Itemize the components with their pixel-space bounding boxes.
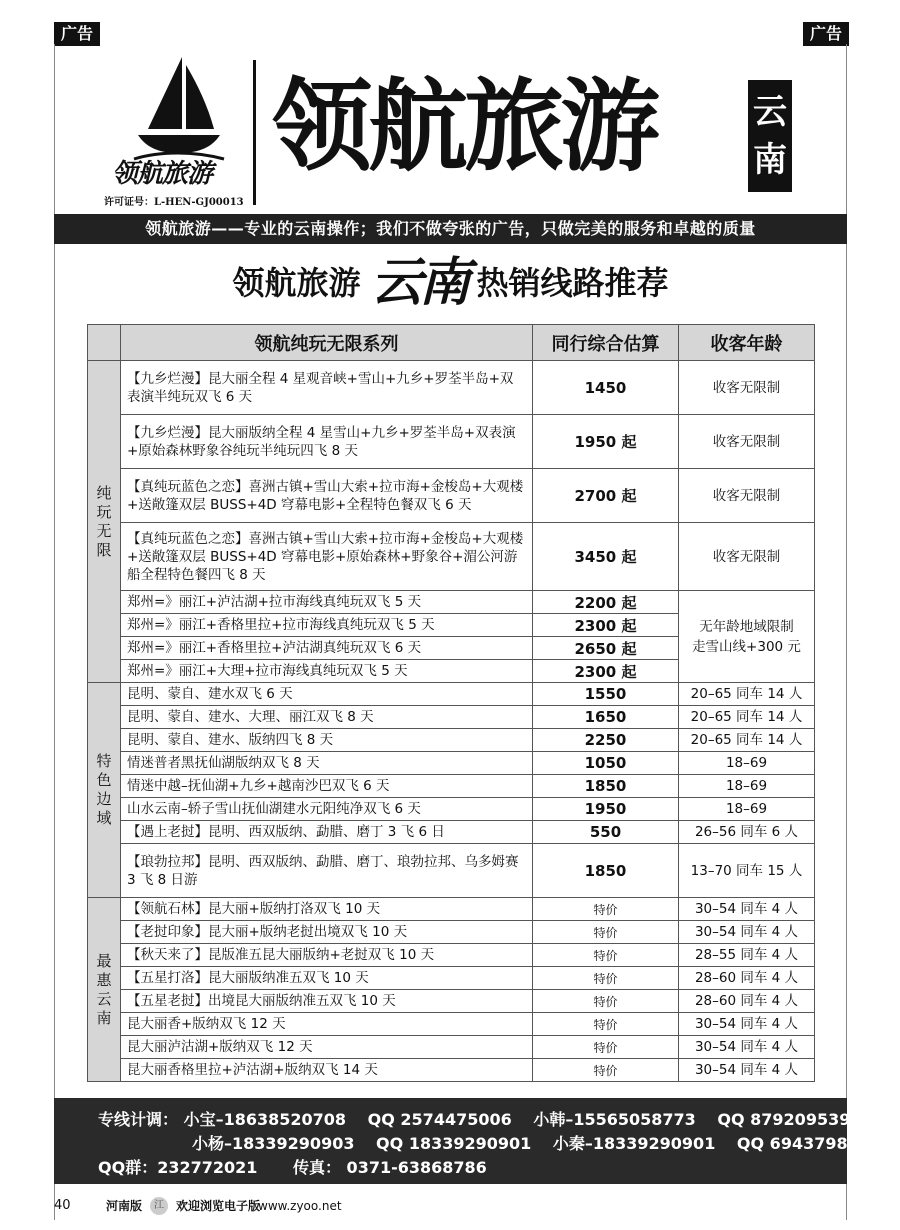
route-name: 昆大丽泸沽湖+版纳双飞 12 天 xyxy=(121,1036,533,1059)
table-row xyxy=(88,775,815,798)
headline-right: 热销线路推荐 xyxy=(476,264,669,302)
route-price: 特价 xyxy=(533,944,679,967)
contact-xiaobao: 小宝–18638520708 xyxy=(183,1110,347,1129)
logo-divider xyxy=(253,60,256,205)
route-price: 特价 xyxy=(533,1013,679,1036)
route-name: 【真纯玩蓝色之恋】喜洲古镇+雪山大索+拉市海+金梭岛+大观楼+送敞篷双层 BUSS+4D 穹幕电影+全程特色餐双飞 6 天 xyxy=(121,469,533,523)
table-row xyxy=(88,361,815,415)
route-name: 【琅勃拉邦】昆明、西双版纳、勐腊、磨丁、琅勃拉邦、乌多姆赛 3 飞 8 日游 xyxy=(121,844,533,898)
route-price: 特价 xyxy=(533,921,679,944)
table-row xyxy=(88,944,815,967)
route-price: 2300 起 xyxy=(533,660,679,683)
route-price: 特价 xyxy=(533,898,679,921)
route-name: 昆大丽香格里拉+泸沽湖+版纳双飞 14 天 xyxy=(121,1059,533,1082)
table-row xyxy=(88,415,815,469)
route-price: 2300 起 xyxy=(533,614,679,637)
page-number: 40 xyxy=(54,1198,71,1213)
route-name: 【五星老挝】出境昆大丽版纳准五双飞 10 天 xyxy=(121,990,533,1013)
route-price: 2250 xyxy=(533,729,679,752)
masthead-title: 领航旅游 xyxy=(272,68,656,185)
route-name: 郑州=》丽江+香格里拉+泸沽湖真纯玩双飞 6 天 xyxy=(121,637,533,660)
route-age: 20–65 同车 14 人 xyxy=(679,729,815,752)
sailboat-icon xyxy=(130,55,226,163)
route-age: 收客无限制 xyxy=(679,523,815,591)
website-link[interactable]: www.zyoo.net xyxy=(258,1199,342,1213)
table-row xyxy=(88,706,815,729)
route-name: 郑州=》丽江+香格里拉+拉市海线真纯玩双飞 5 天 xyxy=(121,614,533,637)
merged-age-line-1: 无年龄地域限制 xyxy=(699,618,794,635)
route-age: 18–69 xyxy=(679,752,815,775)
route-price: 1950 起 xyxy=(533,415,679,469)
route-age: 收客无限制 xyxy=(679,361,815,415)
hotline-label: 专线计调： xyxy=(98,1110,179,1129)
footer xyxy=(54,1192,847,1220)
table-row xyxy=(88,591,815,614)
qq-xiaoqin: QQ 694379824 xyxy=(736,1134,870,1153)
headline-brush: 云南 xyxy=(370,252,467,313)
route-price: 1850 xyxy=(533,775,679,798)
route-age: 30–54 同车 4 人 xyxy=(679,898,815,921)
route-name: 情迷中越–抚仙湖+九乡+越南沙巴双飞 6 天 xyxy=(121,775,533,798)
table-row xyxy=(88,1013,815,1036)
hotline-bar xyxy=(54,1098,870,1184)
route-age: 28–55 同车 4 人 xyxy=(679,944,815,967)
route-price: 1450 xyxy=(533,361,679,415)
route-price: 3450 起 xyxy=(533,523,679,591)
route-price: 特价 xyxy=(533,967,679,990)
route-age-merged xyxy=(679,591,815,683)
route-age: 30–54 同车 4 人 xyxy=(679,1036,815,1059)
route-age: 28–60 同车 4 人 xyxy=(679,967,815,990)
route-name: 郑州=》丽江+大理+拉市海线真纯玩双飞 5 天 xyxy=(121,660,533,683)
route-name: 【老挝印象】昆大丽+版纳老挝出境双飞 10 天 xyxy=(121,921,533,944)
route-name: 昆大丽香+版纳双飞 12 天 xyxy=(121,1013,533,1036)
qq-group: QQ群：232772021 xyxy=(98,1158,258,1177)
table-row xyxy=(88,523,815,591)
route-age: 30–54 同车 4 人 xyxy=(679,1013,815,1036)
route-name: 山水云南–轿子雪山抚仙湖建水元阳纯净双飞 6 天 xyxy=(121,798,533,821)
route-name: 郑州=》丽江+泸沽湖+拉市海线真纯玩双飞 5 天 xyxy=(121,591,533,614)
table-row xyxy=(88,990,815,1013)
contact-xiaoqin: 小秦–18339290901 xyxy=(552,1134,716,1153)
route-age: 30–54 同车 4 人 xyxy=(679,1059,815,1082)
route-age: 收客无限制 xyxy=(679,469,815,523)
route-name: 【领航石林】昆大丽+版纳打洛双飞 10 天 xyxy=(121,898,533,921)
logo-name: 领航旅游 xyxy=(112,159,213,189)
route-price: 2200 起 xyxy=(533,591,679,614)
route-age: 30–54 同车 4 人 xyxy=(679,921,815,944)
route-name: 【九乡烂漫】昆大丽版纳全程 4 星雪山+九乡+罗荃半岛+双表演+原始森林野象谷纯玩半纯玩四飞 8 天 xyxy=(121,415,533,469)
category-label: 特 色 边 域 xyxy=(88,683,121,898)
ad-label-left: 广告 xyxy=(54,22,100,46)
route-price: 2700 起 xyxy=(533,469,679,523)
table-row xyxy=(88,1059,815,1082)
table-row xyxy=(88,752,815,775)
qq-xiaohan: QQ 879209539 xyxy=(717,1110,851,1129)
route-age: 18–69 xyxy=(679,775,815,798)
route-name: 【真纯玩蓝色之恋】喜洲古镇+雪山大索+拉市海+金梭岛+大观楼+送敞篷双层 BUSS+4D 穹幕电影+原始森林+野象谷+湄公河游船全程特色餐四飞 8 天 xyxy=(121,523,533,591)
region-badge xyxy=(748,80,792,192)
hotline-row-2 xyxy=(98,1132,870,1156)
contact-xiaohan: 小韩–15565058773 xyxy=(533,1110,696,1129)
logo xyxy=(100,55,250,215)
merged-age-line-2: 走雪山线+300 元 xyxy=(692,638,801,655)
route-name: 【秋天来了】昆版准五昆大丽版纳+老挝双飞 10 天 xyxy=(121,944,533,967)
hotline-row-3 xyxy=(98,1156,847,1180)
route-price: 1950 xyxy=(533,798,679,821)
contact-xiaoyang: 小杨–18339290903 xyxy=(192,1134,355,1153)
route-age: 28–60 同车 4 人 xyxy=(679,990,815,1013)
route-name: 【九乡烂漫】昆大丽全程 4 星观音峡+雪山+九乡+罗荃半岛+双表演半纯玩双飞 6 天 xyxy=(121,361,533,415)
table-row xyxy=(88,729,815,752)
route-name: 情迷普者黑抚仙湖版纳双飞 8 天 xyxy=(121,752,533,775)
route-name: 昆明、蒙自、建水双飞 6 天 xyxy=(121,683,533,706)
table-row xyxy=(88,821,815,844)
route-price: 特价 xyxy=(533,1036,679,1059)
route-name: 【五星打洛】昆大丽版纳准五双飞 10 天 xyxy=(121,967,533,990)
table-row xyxy=(88,469,815,523)
region-char-2: 南 xyxy=(753,140,787,180)
route-price: 特价 xyxy=(533,990,679,1013)
edition-label: 河南版 xyxy=(106,1199,143,1213)
route-price: 1650 xyxy=(533,706,679,729)
header-age: 收客年龄 xyxy=(679,325,815,361)
route-price: 1850 xyxy=(533,844,679,898)
category-label: 最 惠 云 南 xyxy=(88,898,121,1082)
table-row xyxy=(88,1036,815,1059)
fax: 传真： 0371-63868786 xyxy=(292,1158,487,1177)
route-price: 2650 起 xyxy=(533,637,679,660)
table-row xyxy=(88,844,815,898)
license-number: 许可证号：L-HEN-GJ00013 xyxy=(104,197,244,208)
headline xyxy=(54,252,847,314)
route-price: 特价 xyxy=(533,1059,679,1082)
hotline-row-1 xyxy=(98,1108,851,1132)
route-age: 26–56 同车 6 人 xyxy=(679,821,815,844)
slogan-bar: 领航旅游——专业的云南操作；我们不做夸张的广告，只做完美的服务和卓越的质量 xyxy=(54,214,847,244)
route-age: 13–70 同车 15 人 xyxy=(679,844,815,898)
header-corner xyxy=(88,325,121,361)
welcome-text: 欢迎浏览电子版 xyxy=(176,1199,261,1213)
qq-xiaoyang: QQ 18339290901 xyxy=(376,1134,532,1153)
region-char-1: 云 xyxy=(753,92,787,132)
category-label: 纯 玩 无 限 xyxy=(88,361,121,683)
route-price: 550 xyxy=(533,821,679,844)
route-age: 20–65 同车 14 人 xyxy=(679,683,815,706)
route-age: 18–69 xyxy=(679,798,815,821)
header-route: 领航纯玩无限系列 xyxy=(121,325,533,361)
qq-xiaobao: QQ 2574475006 xyxy=(367,1110,512,1129)
table-row xyxy=(88,898,815,921)
ad-label-right: 广告 xyxy=(803,22,849,46)
header-price: 同行综合估算 xyxy=(533,325,679,361)
table-row xyxy=(88,921,815,944)
route-name: 昆明、蒙自、建水、大理、丽江双飞 8 天 xyxy=(121,706,533,729)
headline-left: 领航旅游 xyxy=(232,264,361,302)
route-name: 【遇上老挝】昆明、西双版纳、勐腊、磨丁 3 飞 6 日 xyxy=(121,821,533,844)
stamp-icon: 江 xyxy=(150,1197,168,1215)
route-name: 昆明、蒙自、建水、版纳四飞 8 天 xyxy=(121,729,533,752)
table-row xyxy=(88,967,815,990)
table-row xyxy=(88,683,815,706)
route-age: 20–65 同车 14 人 xyxy=(679,706,815,729)
route-price: 1550 xyxy=(533,683,679,706)
table-row xyxy=(88,798,815,821)
route-age: 收客无限制 xyxy=(679,415,815,469)
route-price: 1050 xyxy=(533,752,679,775)
table-header-row xyxy=(88,325,815,361)
routes-table xyxy=(87,324,815,1082)
